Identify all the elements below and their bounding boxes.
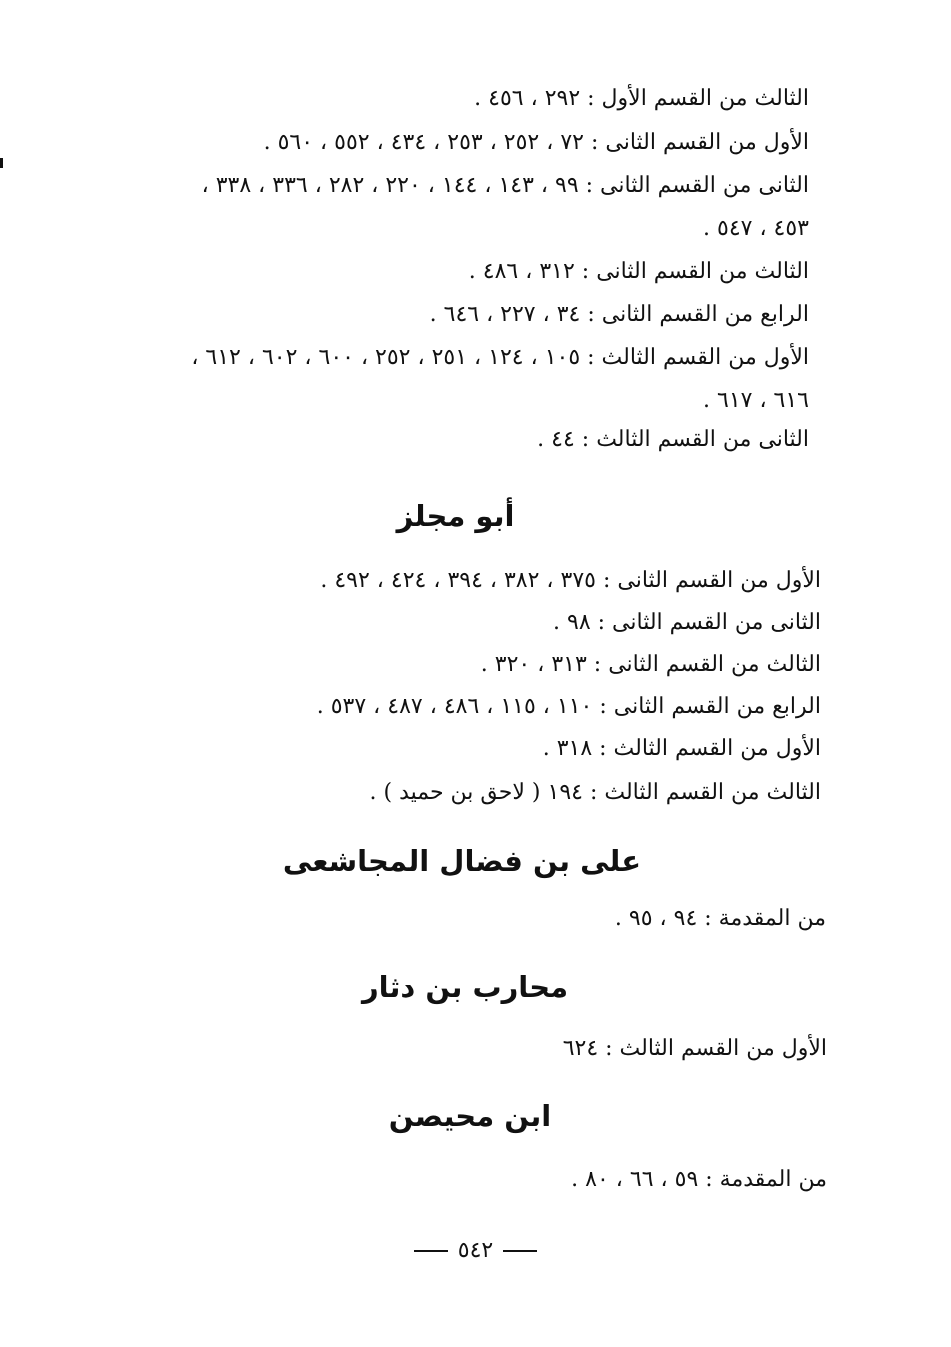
section-heading: أبو مجلز: [396, 499, 515, 533]
section-heading: ابن محيصن: [388, 1099, 552, 1133]
entry-line: الثالث من القسم الثالث : ١٩٤ ( لاحق بن حميد ) .: [369, 780, 821, 805]
entry-line: الثالث من القسم الأول : ٢٩٢ ، ٤٥٦ .: [474, 86, 809, 111]
entry-line: الأول من القسم الثالث : ٣١٨ .: [542, 736, 821, 761]
entry-line: الثانى من القسم الثانى : ٩٩ ، ١٤٣ ، ١٤٤ ، ٢٢٠ ، ٢٨٢ ، ٣٣٦ ، ٣٣٨ ،: [201, 173, 809, 198]
entry-line: الأول من القسم الثانى : ٣٧٥ ، ٣٨٢ ، ٣٩٤ ، ٤٢٤ ، ٤٩٢ .: [320, 568, 821, 593]
page-number: ٥٤٢: [457, 1238, 494, 1263]
section-heading: محارب بن دثار: [361, 970, 569, 1004]
margin-mark: [0, 158, 3, 168]
entry-line: الثالث من القسم الثانى : ٣١٣ ، ٣٢٠ .: [480, 652, 821, 677]
entry-line: الرابع من القسم الثانى : ١١٠ ، ١١٥ ، ٤٨٦ ، ٤٨٧ ، ٥٣٧ .: [316, 694, 821, 719]
footer-dash: [414, 1250, 448, 1252]
footer-dash: [503, 1250, 537, 1252]
entry-line: من المقدمة : ٩٤ ، ٩٥ .: [614, 906, 826, 931]
entry-line: الثانى من القسم الثانى : ٩٨ .: [553, 610, 821, 635]
entry-line: الرابع من القسم الثانى : ٣٤ ، ٢٢٧ ، ٦٤٦ .: [429, 302, 809, 327]
entry-line: ٤٥٣ ، ٥٤٧ .: [703, 216, 809, 241]
entry-line: الثانى من القسم الثالث : ٤٤ .: [537, 427, 809, 452]
entry-line: من المقدمة : ٥٩ ، ٦٦ ، ٨٠ .: [571, 1167, 827, 1192]
section-heading: على بن فضال المجاشعى: [282, 844, 642, 878]
entry-line: الثالث من القسم الثانى : ٣١٢ ، ٤٨٦ .: [468, 259, 809, 284]
page-footer: [0, 1236, 951, 1266]
entry-line: الأول من القسم الثالث : ٦٢٤: [562, 1036, 827, 1061]
entry-line: ٦١٦ ، ٦١٧ .: [703, 388, 809, 413]
entry-line: الأول من القسم الثانى : ٧٢ ، ٢٥٢ ، ٢٥٣ ، ٤٣٤ ، ٥٥٢ ، ٥٦٠ .: [263, 130, 809, 155]
entry-line: الأول من القسم الثالث : ١٠٥ ، ١٢٤ ، ٢٥١ ، ٢٥٢ ، ٦٠٠ ، ٦٠٢ ، ٦١٢ ،: [191, 345, 809, 370]
